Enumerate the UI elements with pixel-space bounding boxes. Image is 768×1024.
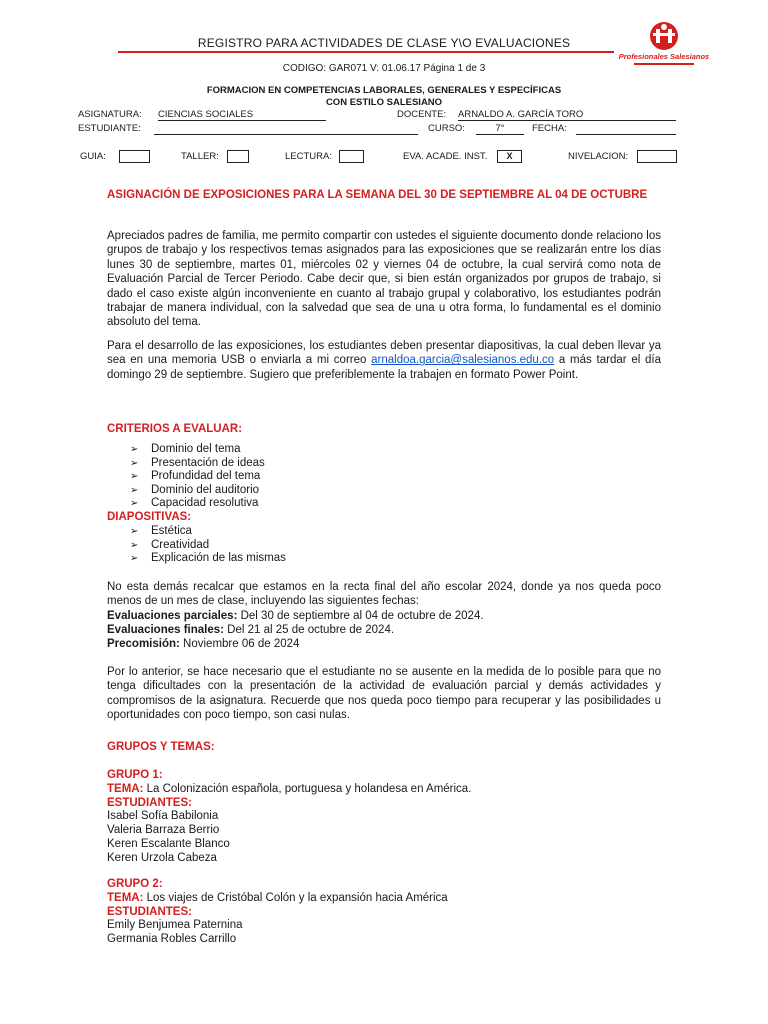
arrow-bullet-icon: ➢: [130, 526, 139, 537]
guia-checkbox[interactable]: [119, 150, 150, 163]
asignatura-field[interactable]: CIENCIAS SOCIALES: [158, 109, 326, 121]
arrow-bullet-icon: ➢: [130, 457, 139, 469]
email-link[interactable]: arnaldoa.garcia@salesianos.edu.co: [371, 354, 555, 367]
lectura-label: LECTURA:: [285, 151, 332, 162]
instructions-text-start: Para el desarrollo de las exposiciones, los estudiantes deben presentar diapositivas, la cual deben llevar ya sea en una memoria USB o enviarla a mi correo: [107, 340, 661, 367]
list-item: ➢ Presentación de ideas: [130, 456, 265, 469]
document-header-title: REGISTRO PARA ACTIVIDADES DE CLASE Y\O EVALUACIONES: [197, 36, 571, 50]
header-divider: [118, 51, 614, 53]
eva-checkbox[interactable]: X: [497, 150, 522, 163]
criterios-title: CRITERIOS A EVALUAR:: [107, 423, 243, 435]
list-item: ➢ Dominio del tema: [130, 443, 241, 455]
intro-paragraph: Apreciados padres de familia, me permito compartir con ustedes el siguiente documento donde relaciono los grupos de trabajo y los respectivos temas asignados para las exposiciones que se realizarán entre los días lunes 30 de septiembre, martes 01, miércoles 02 y viernes 04 de octubre, la cual servirá como nota de Evaluación Parcial de Tercer Periodo. Cabe decir que, si bien están organizados por grupos de trabajo, si dado el caso existe algún inconveniente en cuanto al trabajo grupal y colaborativo, los estudiantes podrán trabajar de manera individual, con la salvedad que sea de una u otra forma, lo fundamental es el dominio absoluto del tema.: [107, 230, 661, 329]
arrow-bullet-icon: ➢: [130, 539, 139, 551]
ev-finales-line: Evaluaciones finales: Del 21 al 25 de octubre de 2024.: [107, 623, 395, 636]
criterios-list: [130, 443, 265, 511]
grupo-1-estudiantes-label: ESTUDIANTES:: [107, 796, 192, 809]
assignment-heading: ASIGNACIÓN DE EXPOSICIONES PARA LA SEMANA DEL 30 DE SEPTIEMBRE AL 04 DE OCTUBRE: [107, 189, 648, 201]
salesianos-logo: [618, 20, 710, 70]
list-item: Keren Escalante Blanco: [107, 837, 230, 850]
guia-label: GUIA:: [80, 151, 106, 162]
arrow-bullet-icon: ➢: [130, 444, 139, 455]
diapositivas-title: DIAPOSITIVAS:: [107, 511, 192, 523]
formacion-line-1: FORMACION EN COMPETENCIAS LABORALES, GENERALES Y ESPECÍFICAS: [206, 85, 562, 96]
nivelacion-checkbox[interactable]: [637, 150, 677, 163]
docente-label: DOCENTE:: [397, 109, 447, 120]
estudiante-label: ESTUDIANTE:: [78, 123, 141, 134]
list-item: Keren Urzola Cabeza: [107, 851, 217, 864]
dates-block: [107, 610, 484, 651]
list-item: ➢ Dominio del auditorio: [130, 483, 260, 496]
list-item: Emily Benjumea Paternina: [107, 919, 243, 932]
estudiante-field[interactable]: [154, 123, 418, 135]
list-item: ➢ Profundidad del tema: [130, 470, 261, 483]
logo-subline: [634, 63, 694, 65]
diapositivas-list: [130, 525, 286, 566]
grupo-2-estudiantes-label: ESTUDIANTES:: [107, 905, 192, 918]
list-item: Germania Robles Carrillo: [107, 933, 237, 946]
instructions-text-end: a más tardar el día domingo 29 de septiembre. Sugiero que preferiblemente la trabajen en formato Power Point.: [107, 354, 661, 381]
list-item: Isabel Sofía Babilonia: [107, 810, 219, 823]
grupo-2-tema: TEMA: Los viajes de Cristóbal Colón y la expansión hacia América: [107, 891, 448, 904]
attendance-paragraph: Por lo anterior, se hace necesario que el estudiante no se ausente en la medida de lo posible para que no tenga dificultades con la presentación de la actividad de evaluación parcial y demás actividades y compromisos de la asignatura. Recuerde que nos queda poco tiempo para recuperar y las posibilidades u oportunidades con poco tiempo, son casi nulas.: [107, 666, 661, 722]
formacion-line-2: CON ESTILO SALESIANO: [325, 97, 443, 108]
list-item: ➢ Creatividad: [130, 538, 210, 551]
grupo-2-block: [107, 878, 448, 947]
grupos-title: GRUPOS Y TEMAS:: [107, 741, 215, 753]
arrow-bullet-icon: ➢: [130, 498, 139, 510]
taller-checkbox[interactable]: [227, 150, 249, 163]
nivelacion-label: NIVELACION:: [568, 151, 629, 162]
list-item: Valeria Barraza Berrio: [107, 824, 220, 837]
arrow-bullet-icon: ➢: [130, 553, 139, 565]
logo-text: Profesionales Salesianos: [618, 52, 710, 61]
grupo-1-block: [107, 769, 471, 866]
arrow-bullet-icon: ➢: [130, 471, 139, 483]
fecha-field[interactable]: [576, 123, 676, 135]
asignatura-label: ASIGNATURA:: [78, 109, 142, 120]
grupo-2-title: GRUPO 2:: [107, 878, 163, 890]
instructions-paragraph: [107, 339, 661, 382]
docente-field[interactable]: ARNALDO A. GARCÍA TORO: [458, 109, 676, 121]
list-item: ➢ Estética: [130, 525, 192, 537]
dates-intro-paragraph: No esta demás recalcar que estamos en la recta final del año escolar 2024, donde ya nos queda poco menos de un mes de clase, incluyendo las siguientes fechas:: [107, 581, 661, 608]
formacion-heading: [150, 85, 618, 109]
taller-label: TALLER:: [181, 151, 219, 162]
precomision-line: Precomisión: Noviembre 06 de 2024: [107, 637, 300, 650]
grupo-1-tema: TEMA: La Colonización española, portuguesa y holandesa en América.: [107, 782, 472, 795]
eva-label: EVA. ACADE. INST.: [403, 151, 488, 162]
document-code: CODIGO: GAR071 V: 01.06.17 Página 1 de 3: [282, 63, 486, 74]
list-item: ➢ Explicación de las mismas: [130, 552, 286, 565]
fecha-label: FECHA:: [532, 123, 567, 134]
curso-field[interactable]: 7°: [476, 123, 524, 135]
grupo-1-title: GRUPO 1:: [107, 769, 163, 781]
list-item: ➢ Capacidad resolutiva: [130, 497, 259, 510]
ev-parciales-line: Evaluaciones parciales: Del 30 de septiembre al 04 de octubre de 2024.: [107, 610, 484, 622]
curso-label: CURSO:: [428, 123, 465, 134]
arrow-bullet-icon: ➢: [130, 484, 139, 496]
lectura-checkbox[interactable]: [339, 150, 364, 163]
